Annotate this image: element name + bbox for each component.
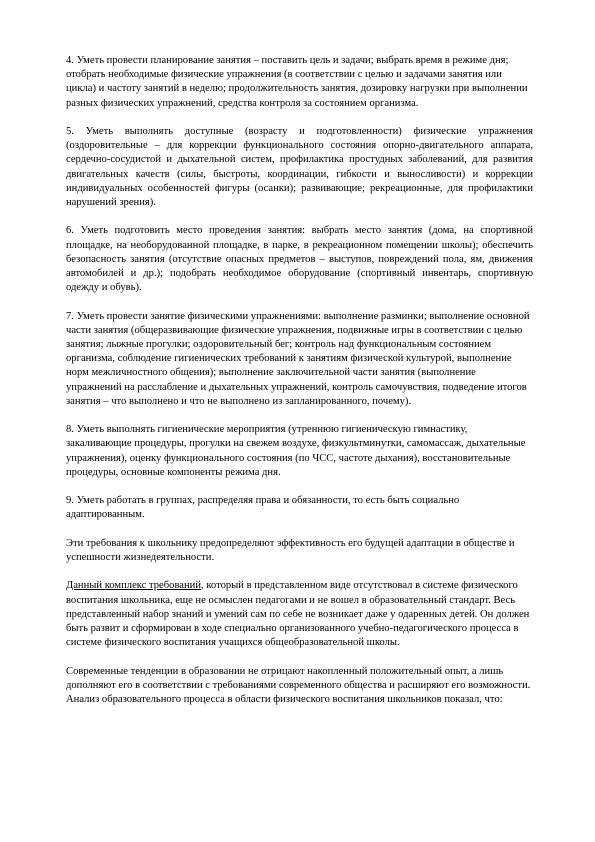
complex-description-text: , который в представленном виде отсутствовал в системе физического воспитания школьника, еще не осмыслен педагогами и не вошел в образовательный стандарт. Весь представленный набор знаний и умений сам по себе не возникает даже у одаренных детей. Он должен быть развит и сформирован в ходе специально организованного учебно-педагогического процесса в системе физического воспитания учащихся общеобразовательной школы. (66, 580, 530, 649)
paragraph-item-5: 5. Уметь выполнять доступные (возрасту и подготовленности) физические упражнения (оздоровительные – для коррекции функционального состояния опорно-двигательного аппарата, сердечно-сосудистой и дыхательной систем, профилактика простудных заболеваний, для развития двигательных качеств (силы, быстроты, координации, гибкости и выносливости) и коррекции индивидуальных особенностей фигуры (осанки); развивающие; рекреационные, для профилактики нарушений зрения). (66, 126, 533, 209)
paragraph-modern-trends: Современные тенденции в образовании не отрицают накопленный положительный опыт, а лишь дополняют его в соответствии с требованиями современного общества и расширяют его возможности. Анализ образовательного процесса в области физического воспитания школьников показал, что: (66, 665, 531, 706)
document-body (66, 54, 533, 721)
paragraph-item-7: 7. Уметь провести занятие физическими упражнениями: выполнение разминки; выполнение основной части занятия (общеразвивающие физические упражнения, подвижные игры в соответствии с целью занятия; лыжные прогулки; оздоровительный бег; контроль над функциональным состоянием организма, соблюдение гигиенических требований к занятиям физической культурой, выполнение норм межличностного общения); выполнение заключительной части занятия (выполнение упражнений на расслабление и дыхательных упражнений, контроль самочувствия, подведение итогов занятия – что выполнено и что не выполнено из запланированного, почему). (66, 310, 530, 407)
paragraph-item-4: 4. Уметь провести планирование занятия – поставить цель и задачи; выбрать время в режиме дня; отобрать необходимые физические упражнения (в соответствии с целью и задачами занятия или цикла) и частоту занятий в неделю; продолжительность занятия, дозировку нагрузки при выполнении разных физических упражнений, средства контроля за состоянием организма. (66, 55, 528, 109)
underlined-lead-text: Данный комплекс требований (66, 580, 202, 592)
paragraph-complex-of-requirements (66, 579, 533, 650)
paragraph-requirements-summary: Эти требования к школьнику предопределяют эффективность его будущей адаптации в обществе и успешности жизнедеятельности. (66, 537, 515, 564)
paragraph-item-6: 6. Уметь подготовить место проведения занятия: выбрать место занятия (дома, на спортивной площадке, на необорудованной площадке, в парке, в рекреационном помещении школы); обеспечить безопасность занятия (отсутствие опасных предметов – выступов, повреждений пола, ям, движения автомобилей и др.); подобрать необходимое оборудование (спортивный инвентарь, спортивную одежду и обувь). (66, 225, 533, 294)
paragraph-item-8: 8. Уметь выполнять гигиенические мероприятия (утреннюю гигиеническую гимнастику, закаливающие процедуры, прогулки на свежем воздухе, физкультминутки, самомассаж, дыхательные упражнения), оценку функционального состояния (по ЧСС, частоте дыхания), восстановительные процедуры, основные компоненты режима дня. (66, 424, 526, 478)
paragraph-item-9: 9. Уметь работать в группах, распределяя права и обязанности, то есть быть социально адаптированным. (66, 495, 460, 521)
